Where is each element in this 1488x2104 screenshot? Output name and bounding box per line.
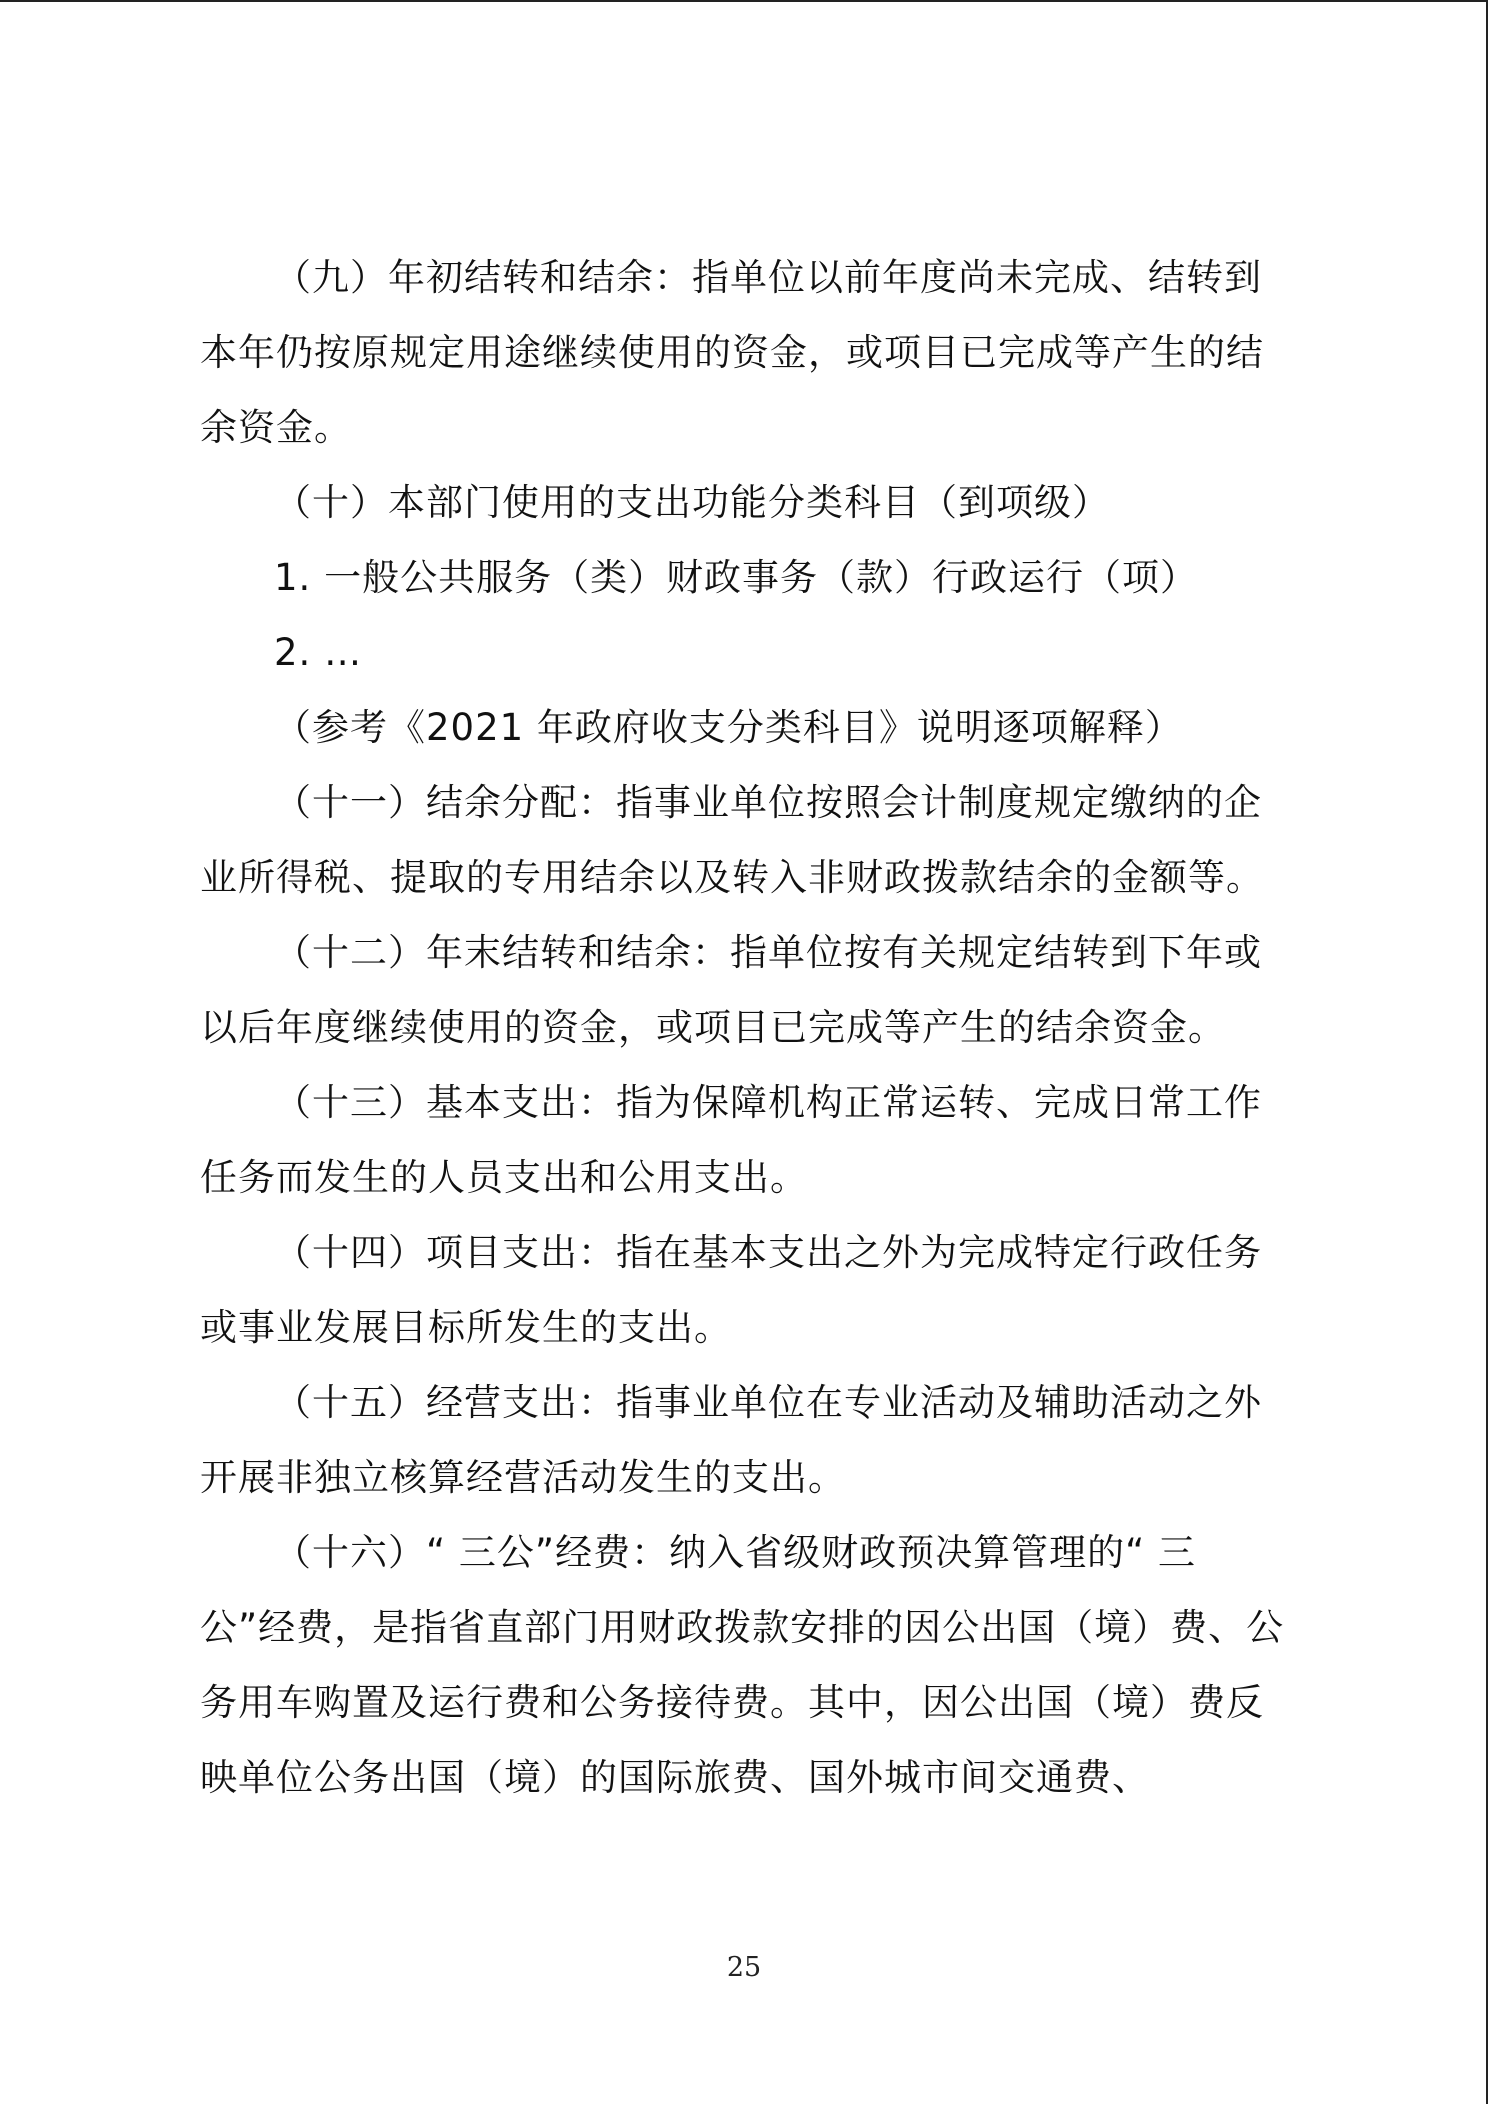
- document-body: [200, 240, 1290, 1815]
- list-item-1: 1. 一般公共服务（类）财政事务（款）行政运行（项）: [274, 556, 1199, 599]
- paragraph-three-public-expenses: （十六）“ 三公”经费：纳入省级财政预决算管理的“ 三公”经费，是指省直部门用财政拨款安排的因公出国（境）费、公务用车购置及运行费和公务接待费。其中，因公出国（境）费反映单位公务出国（境）的国际旅费、国外城市间交通费、: [200, 1531, 1285, 1799]
- paragraph-reference-note: （参考《2021 年政府收支分类科目》说明逐项解释）: [274, 706, 1183, 749]
- paragraph-function-classification: （十）本部门使用的支出功能分类科目（到项级）: [274, 481, 1110, 524]
- paragraph-project-expenditure: （十四）项目支出：指在基本支出之外为完成特定行政任务或事业发展目标所发生的支出。: [200, 1231, 1262, 1349]
- list-item-2: 2. …: [274, 631, 363, 674]
- paragraph-year-start-carryover: （九）年初结转和结余：指单位以前年度尚未完成、结转到本年仍按原规定用途继续使用的资金，或项目已完成等产生的结余资金。: [200, 256, 1264, 449]
- paragraph-year-end-carryover: （十二）年末结转和结余：指单位按有关规定结转到下年或以后年度继续使用的资金，或项目已完成等产生的结余资金。: [200, 931, 1262, 1049]
- paragraph-basic-expenditure: （十三）基本支出：指为保障机构正常运转、完成日常工作任务而发生的人员支出和公用支出。: [200, 1081, 1262, 1199]
- page-border-top: [0, 0, 1488, 2]
- page-number: 25: [726, 1952, 762, 1983]
- paragraph-surplus-distribution: （十一）结余分配：指事业单位按照会计制度规定缴纳的企业所得税、提取的专用结余以及转入非财政拨款结余的金额等。: [200, 781, 1264, 899]
- paragraph-operating-expenditure: （十五）经营支出：指事业单位在专业活动及辅助活动之外开展非独立核算经营活动发生的支出。: [200, 1381, 1262, 1499]
